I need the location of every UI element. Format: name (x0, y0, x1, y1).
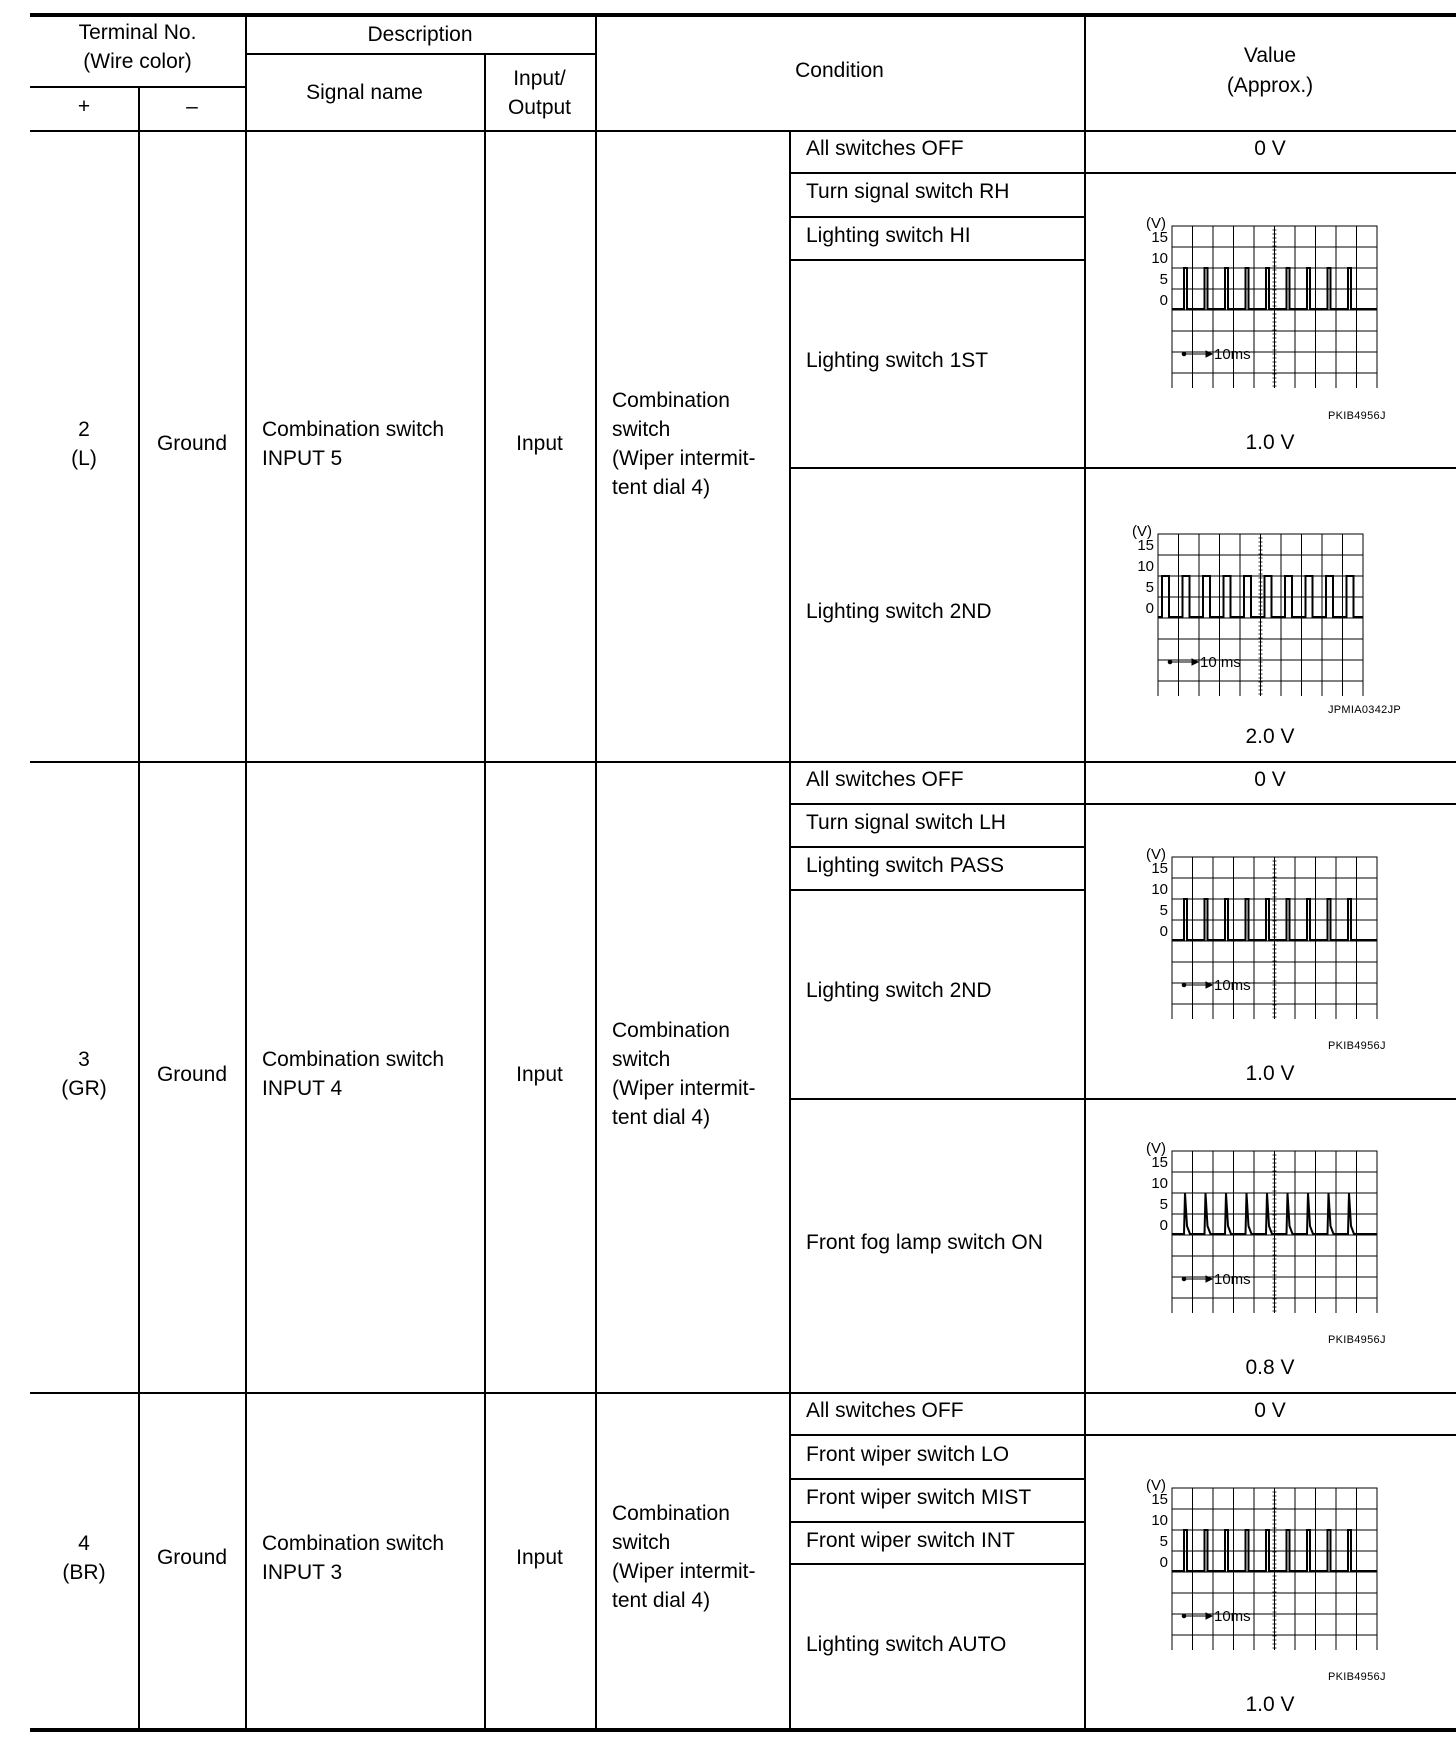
ground-label: Ground (156, 1063, 228, 1086)
oscilloscope-graph (1126, 210, 1386, 388)
time-scale-label: 10ms (1214, 346, 1251, 363)
y-tick-label: 5 (1145, 579, 1154, 596)
condition-group: Combination (612, 1502, 730, 1525)
figure-id: PKIB4956J (1328, 1040, 1386, 1052)
time-scale-label: 10ms (1214, 1271, 1251, 1288)
y-tick-label: 10 (1137, 558, 1154, 575)
rule (790, 1434, 1456, 1436)
condition-item: Lighting switch AUTO (806, 1633, 1007, 1656)
condition-group: tent dial 4) (612, 1106, 711, 1129)
condition-group: tent dial 4) (612, 476, 711, 499)
terminal-number: 3 (78, 1048, 90, 1071)
rule (30, 130, 1456, 132)
figure-id: JPMIA0342JP (1328, 704, 1402, 716)
signal-name: INPUT 4 (262, 1077, 343, 1100)
y-tick-label: 5 (1159, 271, 1168, 288)
header-description: Description (367, 23, 473, 46)
header-condition: Condition (795, 59, 884, 82)
value: 0 V (1254, 137, 1286, 160)
rule (30, 761, 1456, 763)
condition-item: Front wiper switch MIST (806, 1486, 1032, 1509)
io-label: Input (516, 432, 563, 455)
y-unit-label: (V) (1132, 523, 1152, 540)
terminal-number: 4 (78, 1532, 90, 1555)
oscilloscope-graph (1126, 1472, 1386, 1650)
y-tick-label: 10 (1151, 250, 1168, 267)
y-tick-label: 0 (1159, 292, 1168, 309)
wire-color: (GR) (61, 1077, 107, 1100)
header-input-output: Input/ (513, 67, 566, 90)
io-label: Input (516, 1546, 563, 1569)
rule (790, 1478, 1085, 1480)
condition-group: switch (612, 1048, 671, 1071)
rule (595, 15, 597, 1729)
oscilloscope-graph (1126, 1135, 1386, 1313)
waveform-figure (1126, 1135, 1386, 1313)
rule (790, 259, 1085, 261)
condition-item: Front wiper switch INT (806, 1529, 1015, 1552)
header-value-approx: (Approx.) (1226, 74, 1314, 97)
rule (138, 86, 140, 1729)
y-unit-label: (V) (1146, 846, 1166, 863)
waveform-figure (1126, 841, 1386, 1019)
figure-id: PKIB4956J (1328, 1671, 1386, 1683)
oscilloscope-graph (1126, 841, 1386, 1019)
y-unit-label: (V) (1146, 215, 1166, 232)
figure-id: PKIB4956J (1328, 1334, 1386, 1346)
y-unit-label: (V) (1146, 1140, 1166, 1157)
waveform-figure (1126, 1472, 1386, 1650)
y-tick-label: 15 (1151, 860, 1168, 877)
time-scale-label: 10ms (1214, 1608, 1251, 1625)
value: 1.0 V (1245, 1693, 1295, 1716)
condition-item: Lighting switch PASS (806, 854, 1005, 877)
header-plus: + (77, 95, 91, 118)
value: 0.8 V (1245, 1356, 1295, 1379)
rule (484, 53, 486, 1729)
condition-group: Combination (612, 389, 730, 412)
signal-name: INPUT 3 (262, 1561, 343, 1584)
waveform-figure (1112, 518, 1372, 696)
condition-item: Lighting switch HI (806, 224, 971, 247)
rule (790, 846, 1085, 848)
rule (789, 130, 791, 1729)
condition-group: Combination (612, 1019, 730, 1042)
condition-item: All switches OFF (806, 768, 964, 791)
condition-item: All switches OFF (806, 137, 964, 160)
condition-group: tent dial 4) (612, 1589, 711, 1612)
condition-group: switch (612, 1531, 671, 1554)
y-tick-label: 5 (1159, 902, 1168, 919)
condition-item: Lighting switch 1ST (806, 349, 989, 372)
signal-name: Combination switch (262, 1048, 445, 1071)
condition-group: (Wiper intermit- (612, 447, 756, 470)
header-signal-name: Signal name (306, 81, 423, 104)
y-tick-label: 0 (1159, 923, 1168, 940)
condition-item: Front wiper switch LO (806, 1443, 1010, 1466)
wire-color: (BR) (62, 1561, 106, 1584)
time-scale-label: 10ms (1214, 977, 1251, 994)
condition-item: Lighting switch 2ND (806, 979, 992, 1002)
header-wire-color: (Wire color) (83, 50, 192, 73)
value: 0 V (1254, 1399, 1286, 1422)
header-input-output: Output (507, 96, 572, 119)
rule-bottom (30, 1728, 1456, 1732)
rule (245, 53, 595, 55)
rule (790, 1563, 1085, 1565)
time-scale-label: 10 ms (1200, 654, 1241, 671)
signal-name: Combination switch (262, 418, 445, 441)
y-tick-label: 5 (1159, 1196, 1168, 1213)
condition-group: (Wiper intermit- (612, 1077, 756, 1100)
signal-name: INPUT 5 (262, 447, 343, 470)
waveform-figure (1126, 210, 1386, 388)
y-tick-label: 0 (1159, 1554, 1168, 1571)
condition-group: switch (612, 418, 671, 441)
rule (790, 803, 1456, 805)
y-tick-label: 10 (1151, 1175, 1168, 1192)
header-minus: – (186, 95, 198, 118)
condition-item: All switches OFF (806, 1399, 964, 1422)
y-tick-label: 5 (1159, 1533, 1168, 1550)
ground-label: Ground (156, 432, 228, 455)
condition-item: Lighting switch 2ND (806, 600, 992, 623)
signal-name: Combination switch (262, 1532, 445, 1555)
figure-id: PKIB4956J (1328, 410, 1386, 422)
value: 1.0 V (1245, 431, 1295, 454)
wire-color: (L) (71, 447, 97, 470)
rule (790, 467, 1456, 469)
value: 0 V (1254, 768, 1286, 791)
rule (245, 15, 247, 1729)
rule (790, 1521, 1085, 1523)
y-tick-label: 15 (1151, 229, 1168, 246)
terminal-number: 2 (78, 418, 90, 441)
y-tick-label: 15 (1137, 537, 1154, 554)
y-tick-label: 0 (1159, 1217, 1168, 1234)
y-tick-label: 10 (1151, 881, 1168, 898)
rule (790, 1098, 1456, 1100)
ground-label: Ground (156, 1546, 228, 1569)
y-tick-label: 0 (1145, 600, 1154, 617)
condition-item: Front fog lamp switch ON (806, 1231, 1043, 1254)
io-label: Input (516, 1063, 563, 1086)
y-tick-label: 15 (1151, 1491, 1168, 1508)
rule-top (30, 13, 1456, 17)
y-unit-label: (V) (1146, 1477, 1166, 1494)
condition-group: (Wiper intermit- (612, 1560, 756, 1583)
rule (30, 1392, 1456, 1394)
y-tick-label: 15 (1151, 1154, 1168, 1171)
header-value: Value (1243, 44, 1297, 67)
condition-item: Turn signal switch LH (806, 811, 1006, 834)
value: 1.0 V (1245, 1062, 1295, 1085)
oscilloscope-graph (1112, 518, 1372, 696)
rule (790, 889, 1085, 891)
value: 2.0 V (1245, 725, 1295, 748)
rule (790, 216, 1085, 218)
rule (790, 172, 1456, 174)
header-terminal-no: Terminal No. (78, 21, 197, 44)
condition-item: Turn signal switch RH (806, 180, 1010, 203)
rule (1084, 15, 1086, 1729)
y-tick-label: 10 (1151, 1512, 1168, 1529)
